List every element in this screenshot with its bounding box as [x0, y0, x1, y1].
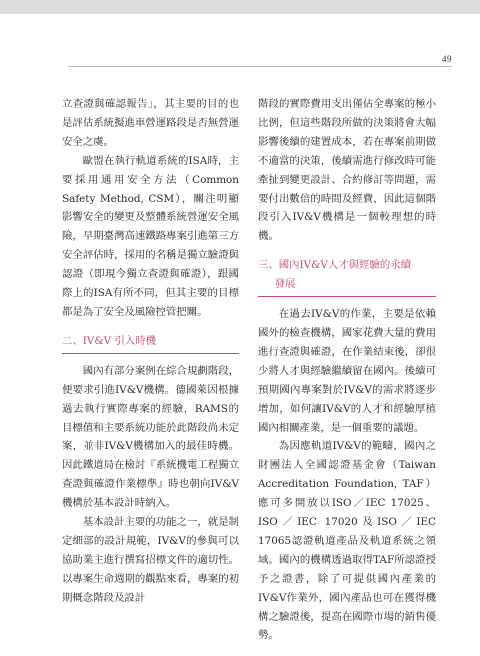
paragraph: 國內有部分案例在綜合規劃階段，便要求引進IV&V機構。德國萊因根據過去執行實際專案的經驗，RAMS的目標值和主要系統功能於此階段尚未定案，並非IV&V機構加入的最佳時機。因此鐵道局在檢討『系統機電工程獨立查證與確證作業標準』時也朝向IV&V機構於基本設計時納入。: [62, 364, 239, 510]
header-rule: [68, 66, 452, 67]
right-column: [258, 95, 436, 645]
section-heading-line: 發展: [274, 278, 296, 291]
left-column: [62, 95, 239, 608]
paragraph: 立查證與確認報告」，其主要的目的也是評估系統擬進車營運路段是否無營運安全之虞。: [62, 98, 239, 148]
paragraph: 在過去IV&V的作業，主要是依賴國外的檢查機構，國家花費大量的費用進行查證與確證，在作業結束後，卻很少將人才與經驗繼續留在國內。後續可預期國內專案對於IV&V的需求將逐步增加，如何讓IV&V的人才和經驗厚植國內相關產業，是一個重要的議題。: [258, 308, 436, 434]
section-heading-2: 二、IV&V 引入時機: [62, 332, 239, 354]
paragraph: 階段的實際費用支出僅佔全專案的極小比例，但這些階段所做的決策將會大幅影響後續的建置成本，若在專案前期做不適當的決策，後續需進行修改時可能牽扯到變更設計、合約修訂等問題，需要付出數倍的時間及經費，因此這個階段引入IV&V機構是一個較理想的時機。: [258, 98, 436, 243]
paragraph: 基本設計主要的功能之一，就是制定細部的設計規範，IV&V的參與可以協助業主進行撰寫招標文件的適切性。以專案生命週期的觀點來看，專案的初期概念階段及設計: [62, 516, 239, 604]
paragraph: 歐盟在執行軌道系統的ISA時，主要採用通用安全方法（Common Safety Method, CSM），關注明顯影響安全的變更及整體系統營運安全風險，早期臺灣高速鐵路專案引進第三方安全評估時，採用的名稱是獨立驗證與認證（即現今獨立查證與確證），跟國際上的ISA有所不同，但其主要的目標都是為了安全及風險控管把關。: [62, 154, 239, 318]
section-heading-line: 三、國內IV&V人才與經驗的永續: [258, 259, 412, 272]
paragraph: 為因應軌道IV&V的範疇，國內之財團法人全國認證基金會（Taiwan Accreditation Foundation, TAF）應可多開放以ISO／IEC 17025、ISO／IEC 17020及ISO／IEC 17065認證軌道產品及軌道系統之領域。國內的機構透過取得TAF所認證授予之證書，除了可提供國內產業的IV&V作業外，國內產品也可在獲得機構之驗證後，提高在國際市場的銷售優勢。: [258, 440, 436, 642]
page-number: 49: [442, 54, 452, 64]
section-heading-3: [258, 256, 436, 297]
header-bar: [0, 0, 480, 14]
